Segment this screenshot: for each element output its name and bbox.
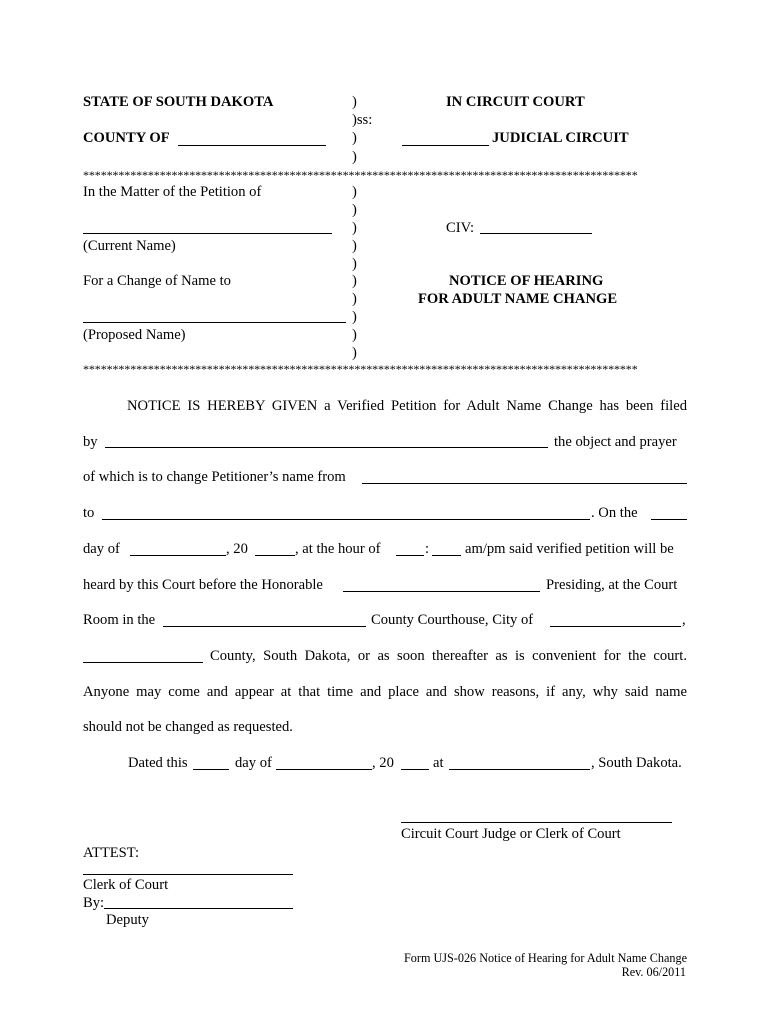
county-field[interactable] — [178, 145, 326, 146]
state-label: STATE OF SOUTH DAKOTA — [83, 94, 274, 110]
petition-of-label: In the Matter of the Petition of — [83, 184, 262, 200]
proposed-name-field[interactable] — [83, 322, 346, 323]
dated-day-field[interactable] — [193, 769, 229, 770]
dated-month-field[interactable] — [276, 769, 372, 770]
dated-city-field[interactable] — [449, 769, 590, 770]
dated-year-field[interactable] — [401, 769, 429, 770]
caption-paren: ) — [352, 327, 357, 343]
civ-number-field[interactable] — [480, 233, 592, 234]
hearing-year-field[interactable] — [255, 555, 295, 556]
honorable-text: heard by this Court before the Honorable — [83, 577, 323, 593]
ampm-text: am/pm said verified petition will be — [465, 541, 674, 557]
judicial-circuit-field[interactable] — [402, 145, 489, 146]
comma: , — [682, 612, 686, 628]
caption-paren: ) — [352, 309, 357, 325]
on-the-text: . On the — [591, 505, 638, 521]
day-of-label: day of — [83, 541, 120, 557]
not-changed-text: should not be changed as requested. — [83, 719, 293, 735]
county-sd-text: County, South Dakota, or as soon thereafter as is convenient for the court. — [210, 648, 687, 664]
form-id: Form UJS-026 Notice of Hearing for Adult Name Change — [404, 951, 687, 965]
hearing-day-field[interactable] — [651, 519, 687, 520]
revision: Rev. 06/2011 — [621, 965, 686, 979]
name-from-field[interactable] — [362, 483, 687, 484]
caption-paren: ) — [352, 149, 357, 165]
city-field[interactable] — [550, 626, 681, 627]
caption-paren: ) — [352, 130, 357, 146]
hour-label: , at the hour of — [295, 541, 381, 557]
petitioner-field[interactable] — [105, 447, 548, 448]
by-label: by — [83, 434, 98, 450]
deputy-signature-field[interactable] — [104, 908, 293, 909]
current-name-caption: (Current Name) — [83, 238, 176, 254]
notice-title-line1: NOTICE OF HEARING — [449, 273, 604, 289]
caption-paren: ) — [352, 238, 357, 254]
caption-paren: ) — [352, 273, 357, 289]
dated-day-of: day of — [235, 755, 272, 771]
colon: : — [425, 541, 430, 557]
room-label: Room in the — [83, 612, 156, 628]
judge-signature-field[interactable] — [401, 822, 672, 823]
separator-top: ********************************************************************************************** — [83, 168, 638, 182]
change-to-label: For a Change of Name to — [83, 273, 231, 289]
object-prayer-text: the object and prayer — [554, 434, 677, 450]
caption-paren: ) — [352, 291, 357, 307]
clerk-signature-field[interactable] — [83, 874, 293, 875]
court-label: IN CIRCUIT COURT — [446, 94, 585, 110]
caption-paren: ) — [352, 94, 357, 110]
notice-title-line2: FOR ADULT NAME CHANGE — [418, 291, 618, 307]
caption-paren: ) — [352, 256, 357, 272]
county-label: COUNTY OF — [83, 130, 170, 146]
dated-at: at — [433, 755, 444, 771]
name-to-field[interactable] — [102, 519, 590, 520]
judge-name-field[interactable] — [343, 591, 540, 592]
dated-label: Dated this — [128, 755, 188, 771]
clerk-caption: Clerk of Court — [83, 877, 169, 893]
attest-label: ATTEST: — [83, 845, 140, 861]
current-name-field[interactable] — [83, 233, 332, 234]
notice-line-1: NOTICE IS HEREBY GIVEN a Verified Petition for Adult Name Change has been filed — [127, 398, 687, 414]
dated-year-prefix: , 20 — [372, 755, 394, 771]
deputy-caption: Deputy — [106, 912, 149, 928]
separator-bottom: ********************************************************************************************** — [83, 362, 638, 376]
anyone-may-text: Anyone may come and appear at that time and place and show reasons, if any, why said name — [83, 684, 687, 700]
courthouse-text: County Courthouse, City of — [371, 612, 534, 628]
caption-paren: ) — [352, 220, 357, 236]
caption-paren: ) — [352, 345, 357, 361]
presiding-text: Presiding, at the Court — [546, 577, 678, 593]
hearing-month-field[interactable] — [130, 555, 226, 556]
hearing-minute-field[interactable] — [432, 555, 461, 556]
by-signature-label: By: — [83, 895, 105, 911]
caption-paren: ) — [352, 184, 357, 200]
to-label: to — [83, 505, 95, 521]
year-prefix: , 20 — [226, 541, 248, 557]
dated-state: , South Dakota. — [591, 755, 682, 771]
hearing-hour-field[interactable] — [396, 555, 424, 556]
judge-signature-caption: Circuit Court Judge or Clerk of Court — [401, 826, 621, 842]
courthouse-county-field[interactable] — [163, 626, 366, 627]
change-from-text: of which is to change Petitioner’s name from — [83, 469, 346, 485]
civ-label: CIV: — [446, 220, 475, 236]
proposed-name-caption: (Proposed Name) — [83, 327, 186, 343]
judicial-circuit-label: JUDICIAL CIRCUIT — [492, 130, 629, 146]
ss-label: )ss: — [352, 112, 373, 128]
county-name-field[interactable] — [83, 662, 203, 663]
caption-paren: ) — [352, 202, 357, 218]
